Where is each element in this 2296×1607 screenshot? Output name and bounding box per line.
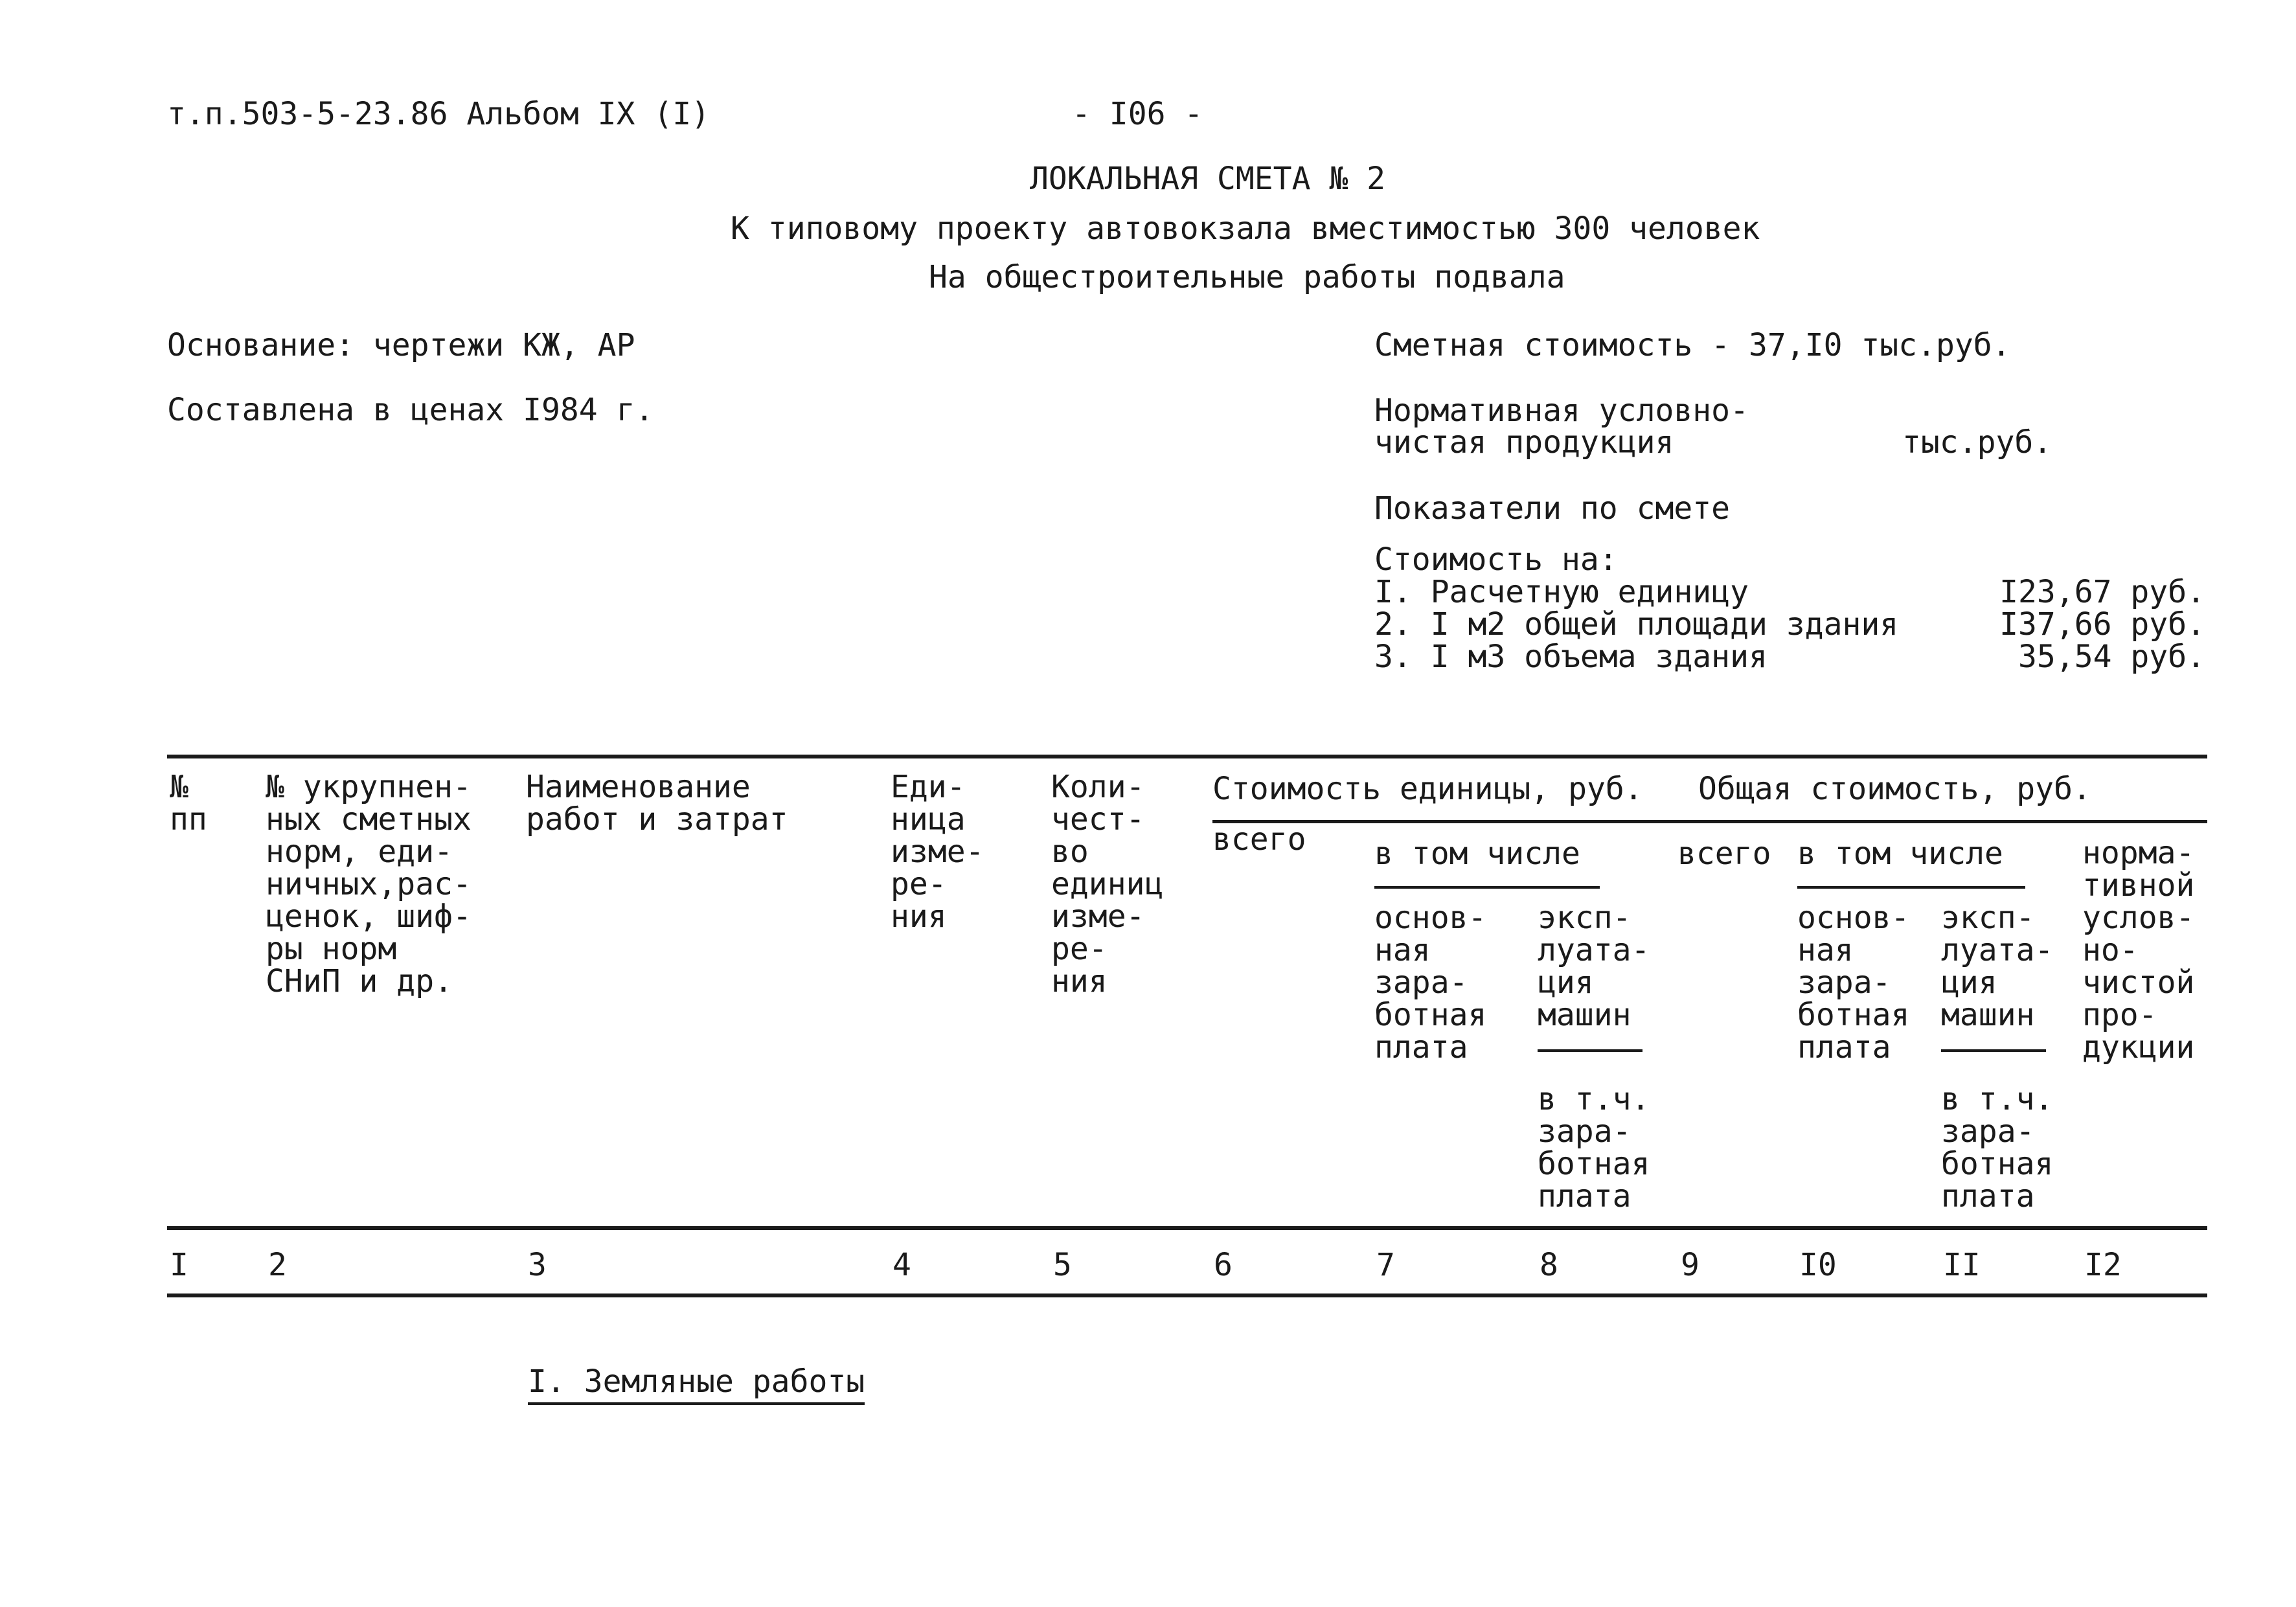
cost-per-title: Стоимость на: <box>1374 541 1618 578</box>
unit-incl-wage-header: в т.ч. зара- ботная плата <box>1538 1081 1650 1214</box>
document-reference: т.п.503-5-23.86 Альбом IX (I) <box>167 96 710 132</box>
unit-incl-rule <box>1374 886 1600 889</box>
header-bottom-rule <box>167 1226 2207 1230</box>
unit-basic-wage-header: основ- ная зара- ботная плата <box>1374 900 1487 1066</box>
column-number: I2 <box>2084 1247 2122 1283</box>
normative-label-1: Нормативная условно- <box>1374 393 1749 429</box>
normative-unit: тыс.руб. <box>1902 424 2052 461</box>
normative-header: норма- тивной услов- но- чистой про- дукции <box>2082 835 2195 1066</box>
column-number: I <box>170 1247 188 1283</box>
total-machine-rule <box>1941 1049 2046 1052</box>
total-incl-rule <box>1797 886 2025 889</box>
indicator-value: I23,67 руб. <box>1999 574 2205 610</box>
estimate-title: ЛОКАЛЬНАЯ СМЕТА № 2 <box>1030 161 1386 197</box>
column-number: II <box>1943 1247 1981 1283</box>
indicator-value: 35,54 руб. <box>2018 639 2205 675</box>
column-number: 9 <box>1681 1247 1699 1283</box>
total-incl-wage-header: в т.ч. зара- ботная плата <box>1941 1081 2054 1214</box>
unit-incl-header: в том числе <box>1374 836 1580 872</box>
col-name-header: Наименование работ и затрат <box>526 769 788 838</box>
column-number: 3 <box>528 1247 547 1283</box>
cost-header-rule <box>1212 820 2207 823</box>
column-number: I0 <box>1799 1247 1837 1283</box>
column-number: 8 <box>1540 1247 1558 1283</box>
unit-cost-header: Стоимость единицы, руб. <box>1212 771 1643 807</box>
indicator-value: I37,66 руб. <box>1999 606 2205 643</box>
page-number: - I06 - <box>1072 96 1203 132</box>
total-cost-header: Общая стоимость, руб. <box>1698 771 2091 807</box>
col-unit-header: Еди- ница изме- ре- ния <box>891 769 984 935</box>
normative-label-2: чистая продукция <box>1374 424 1674 461</box>
column-number: 2 <box>268 1247 287 1283</box>
unit-machine-header: эксп- луата- ция машин <box>1538 900 1650 1033</box>
section-title: I. Земляные работы <box>528 1363 865 1405</box>
total-basic-wage-header: основ- ная зара- ботная плата <box>1797 900 1910 1066</box>
prices-year-text: Составлена в ценах I984 г. <box>167 392 654 428</box>
total-total-header: всего <box>1677 836 1771 872</box>
col-norms-header: № укрупнен- ных сметных норм, еди- ничных,рас- ценок, шиф- ры норм СНиП и др. <box>266 769 472 999</box>
col-number-header: № пп <box>170 769 207 838</box>
table-top-rule <box>167 755 2207 758</box>
column-number: 6 <box>1214 1247 1233 1283</box>
indicators-title: Показатели по смете <box>1374 490 1731 527</box>
numbers-bottom-rule <box>167 1294 2207 1297</box>
indicator-label: 3. I м3 объема здания <box>1374 639 1767 675</box>
works-subtitle: На общестроительные работы подвала <box>929 259 1565 295</box>
basis-text: Основание: чертежи КЖ, АР <box>167 327 635 363</box>
column-number: 4 <box>892 1247 911 1283</box>
project-subtitle: К типовому проекту автовокзала вместимостью 300 человек <box>731 211 1760 247</box>
estimate-cost: Сметная стоимость - 37,I0 тыс.руб. <box>1374 327 2011 363</box>
total-incl-header: в том числе <box>1797 836 2003 872</box>
indicator-label: 2. I м2 общей площади здания <box>1374 606 1899 643</box>
unit-machine-rule <box>1538 1049 1642 1052</box>
column-number: 7 <box>1376 1247 1395 1283</box>
unit-total-header: всего <box>1212 821 1306 858</box>
col-quantity-header: Коли- чест- во единиц изме- ре- ния <box>1051 769 1164 999</box>
column-number: 5 <box>1053 1247 1072 1283</box>
total-machine-header: эксп- луата- ция машин <box>1941 900 2054 1033</box>
indicator-label: I. Расчетную единицу <box>1374 574 1749 610</box>
